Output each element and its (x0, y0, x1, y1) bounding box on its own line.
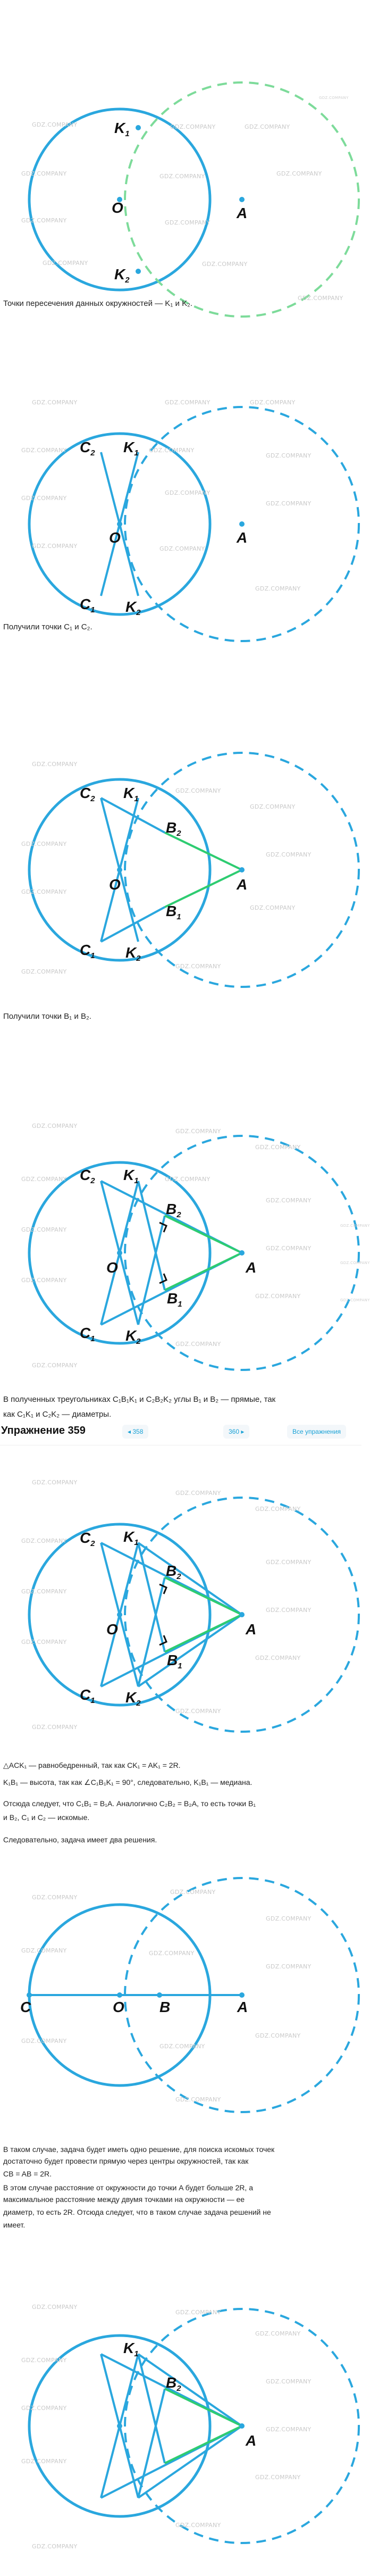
point-a (239, 1992, 245, 1998)
watermark: GDZ.COMPANY (170, 1889, 216, 1896)
watermark: GDZ.COMPANY (165, 219, 211, 226)
label-b2: $B_2$ (166, 1563, 181, 1581)
watermark: GDZ.COMPANY (250, 399, 296, 406)
label-o: O (112, 200, 123, 216)
prev-exercise-button[interactable]: ◂ 358 (122, 1425, 148, 1439)
figure-1-caption: Точки пересечения данных окружностей — K₁ и K₂. (3, 299, 193, 308)
exercise-nav-bar (0, 1422, 361, 1445)
label-k1: $K_1$ (114, 120, 130, 138)
point-o (117, 1992, 122, 1998)
figure-1 (0, 0, 361, 298)
watermark: GDZ.COMPANY (255, 2032, 301, 2039)
watermark: GDZ.COMPANY (175, 2309, 221, 2316)
watermark: GDZ.COMPANY (175, 2096, 221, 2103)
figure-2-drawing (0, 319, 361, 622)
figure-5-text-3: Отсюда следует, что C₁B₁ = B₁A. Аналогично C₂B₂ = B₂A, то есть точки B₁ (3, 1799, 256, 1808)
watermark-small: GDZ.COMPANY (340, 1298, 370, 1302)
watermark: GDZ.COMPANY (159, 173, 205, 180)
label-k2: $K_2$ (125, 599, 141, 617)
label-a: A (237, 1999, 248, 2015)
label-b2: $B_2$ (166, 1201, 181, 1219)
figure-5 (0, 1458, 361, 1756)
point-o (117, 867, 122, 872)
label-k2: $K_2$ (125, 944, 141, 963)
figure-5-text-1: △ACK₁ — равнобедренный, так как CK₁ = AK₁ = 2R. (3, 1761, 181, 1769)
watermark: GDZ.COMPANY (32, 1479, 78, 1486)
point-k1 (136, 125, 141, 130)
point-a (239, 867, 245, 872)
watermark: GDZ.COMPANY (21, 2038, 67, 2045)
watermark: GDZ.COMPANY (245, 123, 290, 130)
label-o: O (106, 1621, 118, 1638)
label-o: O (109, 529, 121, 546)
watermark: GDZ.COMPANY (255, 1655, 301, 1661)
label-a: A (237, 876, 248, 893)
label-k1: $K_1$ (123, 439, 139, 458)
label-a: A (246, 1259, 257, 1276)
label-a: A (237, 205, 248, 221)
watermark: GDZ.COMPANY (266, 452, 312, 459)
watermark: GDZ.COMPANY (159, 2043, 205, 2050)
watermark: GDZ.COMPANY (159, 545, 205, 552)
label-b2: $B_2$ (166, 819, 181, 838)
label-a: A (246, 1621, 257, 1638)
label-c2: $C_2$ (80, 785, 95, 803)
watermark: GDZ.COMPANY (32, 2304, 78, 2311)
watermark: GDZ.COMPANY (32, 543, 78, 550)
watermark-small: GDZ.COMPANY (319, 96, 349, 100)
point-a (239, 197, 245, 202)
figure-1-drawing (0, 0, 361, 298)
watermark: GDZ.COMPANY (175, 1490, 221, 1497)
watermark-small: GDZ.COMPANY (340, 1261, 370, 1265)
watermark: GDZ.COMPANY (21, 495, 67, 502)
point-k2 (136, 269, 141, 274)
watermark-small: GDZ.COMPANY (340, 1224, 370, 1228)
watermark: GDZ.COMPANY (276, 170, 322, 177)
watermark: GDZ.COMPANY (266, 1607, 312, 1614)
exercise-title: Упражнение 359 (1, 1425, 86, 1436)
figure-6 (0, 1857, 361, 2133)
label-b1: $B_1$ (167, 1290, 182, 1309)
watermark: GDZ.COMPANY (255, 2474, 301, 2481)
watermark: GDZ.COMPANY (149, 1950, 195, 1957)
watermark: GDZ.COMPANY (266, 1915, 312, 1922)
label-b: B (159, 1999, 171, 2015)
watermark: GDZ.COMPANY (266, 500, 312, 507)
label-k2: $K_2$ (125, 1327, 141, 1346)
watermark: GDZ.COMPANY (175, 787, 221, 794)
watermark: GDZ.COMPANY (21, 1176, 67, 1183)
watermark: GDZ.COMPANY (266, 1963, 312, 1970)
watermark: GDZ.COMPANY (32, 2543, 78, 2550)
watermark: GDZ.COMPANY (175, 1341, 221, 1348)
label-b1: $B_1$ (166, 903, 181, 921)
watermark: GDZ.COMPANY (32, 399, 78, 406)
label-a: A (237, 529, 248, 546)
label-a: A (246, 2432, 257, 2449)
point-o (117, 2423, 122, 2429)
figure-4-drawing (0, 1043, 361, 1383)
watermark: GDZ.COMPANY (21, 2405, 67, 2412)
watermark: GDZ.COMPANY (165, 399, 211, 406)
watermark: GDZ.COMPANY (32, 1362, 78, 1369)
label-b1: $B_1$ (167, 1652, 182, 1671)
watermark: GDZ.COMPANY (21, 1538, 67, 1544)
watermark: GDZ.COMPANY (21, 968, 67, 975)
label-o: O (113, 1999, 124, 2015)
watermark: GDZ.COMPANY (175, 963, 221, 970)
watermark: GDZ.COMPANY (202, 261, 248, 268)
watermark: GDZ.COMPANY (266, 2378, 312, 2385)
figure-7 (0, 2266, 361, 2576)
watermark: GDZ.COMPANY (250, 803, 296, 810)
figure-6-text-1: В таком случае, задача будет иметь одно решение, для поиска искомых точек (3, 2145, 275, 2154)
watermark: GDZ.COMPANY (21, 1588, 67, 1595)
watermark: GDZ.COMPANY (21, 841, 67, 847)
point-a (239, 2423, 245, 2429)
point-a (239, 1612, 245, 1617)
label-c1: $C_1$ (80, 1325, 95, 1343)
figure-6-text-2: достаточно будет провести прямую через центры окружностей, так как (3, 2157, 249, 2165)
segment-c2-b2 (101, 798, 165, 833)
watermark: GDZ.COMPANY (21, 217, 67, 224)
figure-5-text-2: K₁B₁ — высота, так как ∠C₁B₁K₁ = 90°, следовательно, K₁B₁ — медиана. (3, 1778, 253, 1786)
watermark: GDZ.COMPANY (266, 1197, 312, 1204)
watermark: GDZ.COMPANY (255, 1506, 301, 1513)
point-a (239, 1250, 245, 1256)
watermark: GDZ.COMPANY (255, 1144, 301, 1151)
watermark: GDZ.COMPANY (21, 888, 67, 895)
label-o: O (109, 876, 121, 893)
point-o (117, 1612, 122, 1617)
point-o (117, 521, 122, 527)
watermark: GDZ.COMPANY (21, 1277, 67, 1284)
point-a (239, 521, 245, 527)
next-exercise-button[interactable]: 360 ▸ (223, 1425, 249, 1439)
label-c1: $C_1$ (80, 942, 95, 960)
figure-6-text-3: CB = AB = 2R. (3, 2170, 52, 2178)
watermark: GDZ.COMPANY (175, 2522, 221, 2529)
all-exercises-link[interactable]: Все упражнения (287, 1425, 346, 1439)
watermark: GDZ.COMPANY (298, 295, 343, 302)
watermark: GDZ.COMPANY (165, 489, 211, 496)
figure-5-text-4: и B₂, C₁ и C₂ — искомые. (3, 1813, 90, 1822)
watermark: GDZ.COMPANY (21, 1947, 67, 1954)
watermark: GDZ.COMPANY (255, 2330, 301, 2337)
watermark: GDZ.COMPANY (32, 761, 78, 768)
point-c (27, 1992, 32, 1998)
watermark: GDZ.COMPANY (21, 2458, 67, 2465)
watermark: GDZ.COMPANY (266, 1559, 312, 1566)
label-c2: $C_2$ (80, 1167, 95, 1185)
watermark: GDZ.COMPANY (175, 1128, 221, 1135)
figure-6-text-4: В этом случае расстояние от окружности до точки A будет больше 2R, а (3, 2183, 253, 2192)
watermark: GDZ.COMPANY (255, 1293, 301, 1300)
watermark: GDZ.COMPANY (250, 904, 296, 911)
watermark: GDZ.COMPANY (266, 851, 312, 858)
watermark: GDZ.COMPANY (21, 1226, 67, 1233)
label-c1: $C_1$ (80, 1686, 95, 1705)
label-k1: $K_1$ (123, 1528, 139, 1547)
figure-2 (0, 319, 361, 622)
figure-6-text-5: максимальное расстояние между двумя точками на окружности — ее (3, 2195, 245, 2204)
label-c2: $C_2$ (80, 439, 95, 458)
watermark: GDZ.COMPANY (43, 260, 88, 267)
figure-4 (0, 1043, 370, 1383)
figure-2-caption: Получили точки C₁ и C₂. (3, 622, 93, 631)
label-k2: $K_2$ (125, 1689, 141, 1708)
watermark: GDZ.COMPANY (255, 585, 301, 592)
watermark: GDZ.COMPANY (175, 1708, 221, 1715)
point-o (117, 1250, 122, 1256)
watermark: GDZ.COMPANY (32, 1724, 78, 1731)
watermark: GDZ.COMPANY (21, 2357, 67, 2364)
watermark: GDZ.COMPANY (21, 1639, 67, 1646)
label-o: O (106, 1259, 118, 1276)
label-k1: $K_1$ (123, 2340, 139, 2358)
watermark: GDZ.COMPANY (266, 2426, 312, 2433)
figure-5-text-5: Следовательно, задача имеет два решения. (3, 1835, 157, 1844)
label-c1: $C_1$ (80, 596, 95, 614)
label-k2: $K_2$ (114, 266, 130, 285)
watermark: GDZ.COMPANY (21, 447, 67, 454)
label-k1: $K_1$ (123, 785, 139, 803)
label-b2: $B_2$ (166, 2374, 181, 2393)
watermark: GDZ.COMPANY (32, 1894, 78, 1901)
label-c: C (20, 1999, 31, 2015)
figure-6-text-6: диаметр, то есть 2R. Отсюда следует, что в таком случае задача решений не (3, 2208, 271, 2216)
figure-4-caption-1: В полученных треугольниках C₁B₁K₁ и C₂B₂K₂ углы B₁ и B₂ — прямые, так (3, 1395, 276, 1404)
figure-6-text-7: имеет. (3, 2221, 26, 2229)
figure-3 (0, 745, 361, 1011)
point-b (157, 1992, 162, 1998)
label-c2: $C_2$ (80, 1530, 95, 1548)
watermark: GDZ.COMPANY (32, 121, 78, 128)
watermark: GDZ.COMPANY (165, 1176, 211, 1183)
figure-4-caption-2: как C₁K₁ и C₂K₂ — диаметры. (3, 1410, 112, 1419)
watermark: GDZ.COMPANY (21, 170, 67, 177)
label-k1: $K_1$ (123, 1167, 139, 1185)
watermark: GDZ.COMPANY (170, 123, 216, 130)
figure-3-caption: Получили точки B₁ и B₂. (3, 1012, 91, 1021)
watermark: GDZ.COMPANY (149, 447, 195, 454)
watermark: GDZ.COMPANY (32, 1123, 78, 1129)
watermark: GDZ.COMPANY (266, 1245, 312, 1252)
